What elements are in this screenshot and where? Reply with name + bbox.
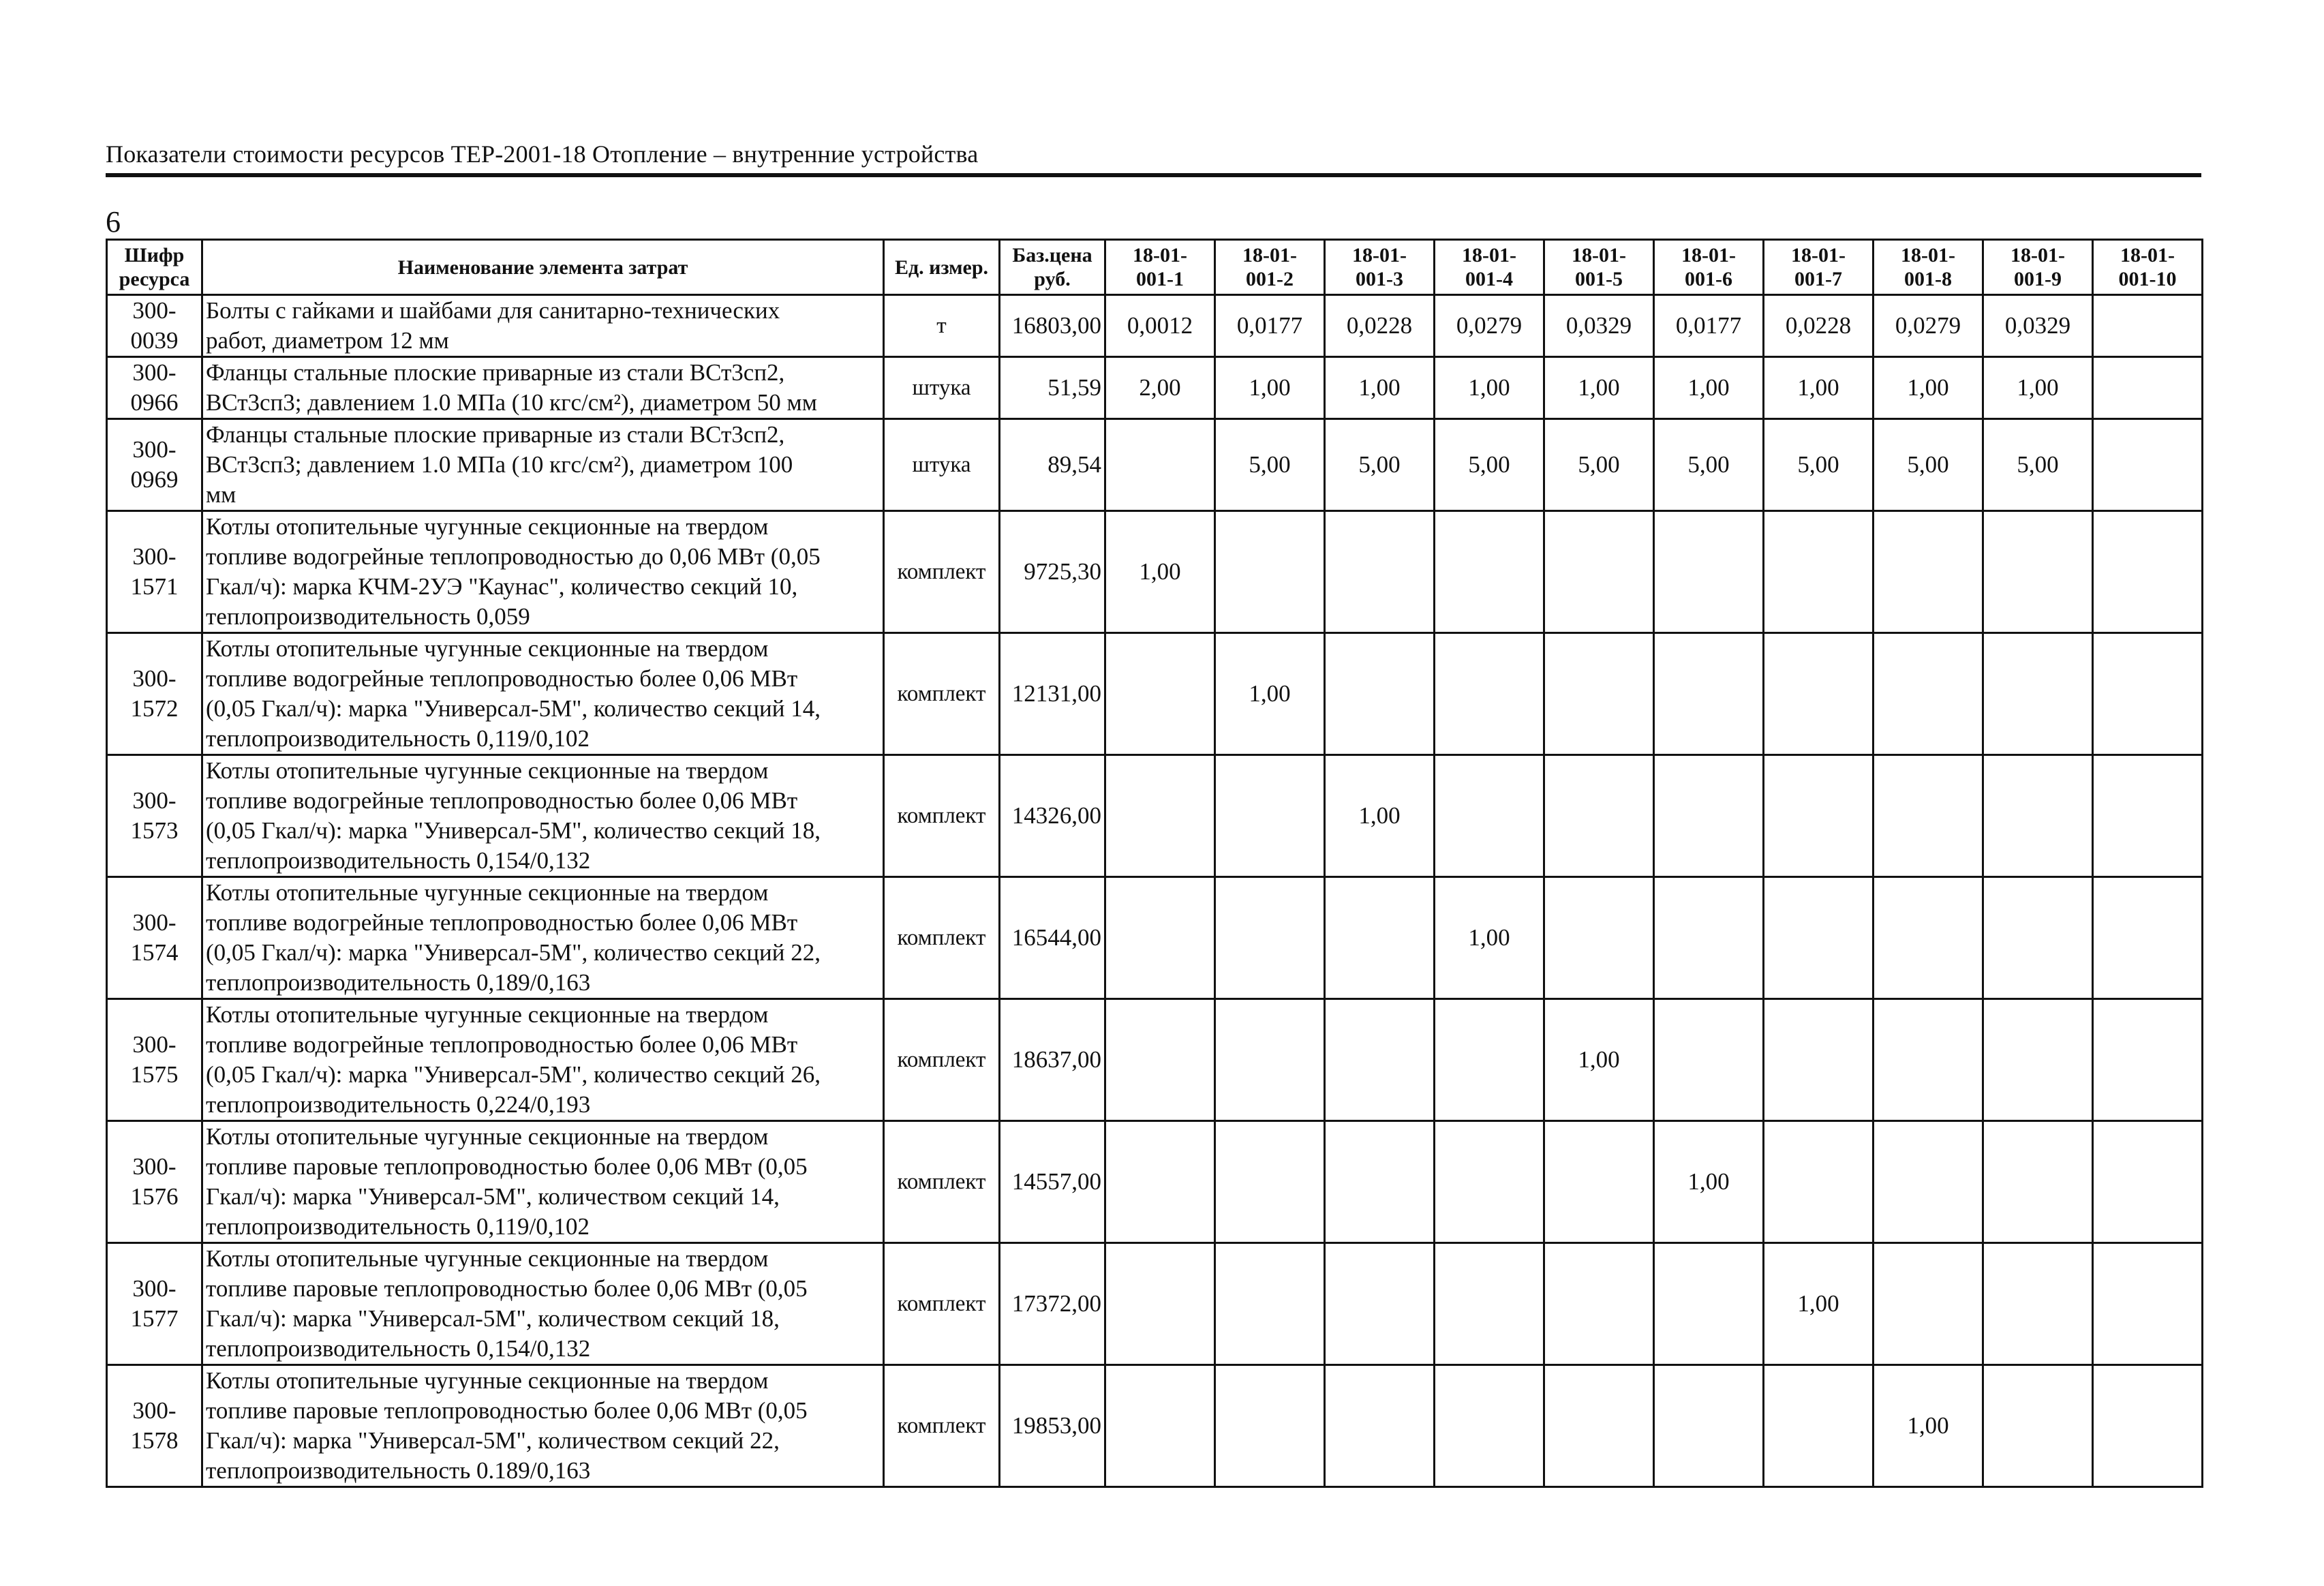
- norm-value-cell: 0,0228: [1325, 295, 1435, 357]
- norm-value-cell: 1,00: [1874, 1365, 1983, 1487]
- resource-name-line: Гкал/ч): марка "Универсал-5М", количеством секций 14,: [206, 1183, 780, 1210]
- column-header-code-line1: Шифр: [124, 244, 185, 266]
- resource-name-line: Котлы отопительные чугунные секционные на твердом: [206, 513, 769, 540]
- column-header-name: Наименование элемента затрат: [202, 240, 884, 295]
- norm-value-cell: 1,00: [1983, 357, 2093, 419]
- base-price-cell: 19853,00: [1000, 1365, 1105, 1487]
- unit-cell: комплект: [884, 999, 1000, 1121]
- norm-value-cell: [1654, 877, 1764, 999]
- resource-code-cell: [107, 877, 202, 999]
- resource-code-line: 300-: [132, 787, 177, 814]
- norm-value-cell: [1105, 633, 1215, 755]
- norm-value-cell: 1,00: [1215, 633, 1325, 755]
- resource-name-line: (0,05 Гкал/ч): марка "Универсал-5М", количество секций 14,: [206, 695, 821, 722]
- base-price-cell: 16544,00: [1000, 877, 1105, 999]
- norm-value-cell: [1874, 1121, 1983, 1243]
- column-header-norm: [1764, 240, 1874, 295]
- norm-value-cell: 1,00: [1325, 357, 1435, 419]
- unit-cell: т: [884, 295, 1000, 357]
- column-header-norm: [2093, 240, 2203, 295]
- norm-value-cell: 5,00: [1874, 419, 1983, 511]
- resource-name-line: (0,05 Гкал/ч): марка "Универсал-5М", количество секций 26,: [206, 1061, 821, 1088]
- resource-name-line: топливе водогрейные теплопроводностью более 0,06 МВт: [206, 909, 798, 936]
- table-row: [107, 633, 2203, 755]
- norm-value-cell: [1325, 511, 1435, 633]
- resource-name-line: теплопроизводительность 0,189/0,163: [206, 969, 591, 996]
- resource-name-line: теплопроизводительность 0,154/0,132: [206, 847, 591, 874]
- resource-name-line: ВСт3сп3; давлением 1.0 МПа (10 кгс/см²), диаметром 100: [206, 451, 793, 478]
- base-price-cell: 12131,00: [1000, 633, 1105, 755]
- norm-value-cell: [1215, 877, 1325, 999]
- unit-cell: комплект: [884, 1243, 1000, 1365]
- resource-name-line: теплопроизводительность 0,119/0,102: [206, 725, 590, 752]
- norm-value-cell: 5,00: [1215, 419, 1325, 511]
- column-header-code: [107, 240, 202, 295]
- norm-value-cell: [1764, 999, 1874, 1121]
- column-header-norm-line: 18-01-: [1242, 244, 1297, 266]
- norm-value-cell: [1215, 999, 1325, 1121]
- norm-value-cell: 5,00: [1435, 419, 1544, 511]
- column-header-norm-line: 18-01-: [1352, 244, 1407, 266]
- column-header-norm-line: 18-01-: [2120, 244, 2175, 266]
- norm-value-cell: [1435, 999, 1544, 1121]
- norm-value-cell: [1874, 1243, 1983, 1365]
- resource-code-cell: [107, 1243, 202, 1365]
- norm-value-cell: [1435, 1243, 1544, 1365]
- resource-name-line: теплопроизводительность 0.189/0,163: [206, 1457, 591, 1484]
- column-header-norm-line: 001-1: [1136, 268, 1184, 290]
- base-price-cell: 51,59: [1000, 357, 1105, 419]
- table-row: [107, 1121, 2203, 1243]
- norm-value-cell: [1105, 1121, 1215, 1243]
- norm-value-cell: [1435, 511, 1544, 633]
- unit-cell: комплект: [884, 1365, 1000, 1487]
- resource-name-line: топливе паровые теплопроводностью более 0,06 МВт (0,05: [206, 1275, 808, 1302]
- unit-cell: комплект: [884, 633, 1000, 755]
- norm-value-cell: [1435, 633, 1544, 755]
- unit-cell: комплект: [884, 1121, 1000, 1243]
- resource-code-cell: [107, 295, 202, 357]
- norm-value-cell: 5,00: [1544, 419, 1654, 511]
- norm-value-cell: 1,00: [1435, 877, 1544, 999]
- resource-name-cell: [202, 999, 884, 1121]
- column-header-norm: [1435, 240, 1544, 295]
- resource-code-line: 300-: [132, 297, 177, 324]
- norm-value-cell: 1,00: [1764, 1243, 1874, 1365]
- resource-name-cell: [202, 357, 884, 419]
- norm-value-cell: [1215, 1121, 1325, 1243]
- unit-cell: комплект: [884, 511, 1000, 633]
- resource-cost-table: [106, 239, 2203, 1488]
- norm-value-cell: [1215, 1243, 1325, 1365]
- resource-name-line: Болты с гайками и шайбами для санитарно-технических: [206, 297, 780, 324]
- norm-value-cell: [2093, 633, 2203, 755]
- column-header-norm-line: 18-01-: [1572, 244, 1626, 266]
- resource-name-cell: [202, 419, 884, 511]
- resource-name-cell: [202, 1365, 884, 1487]
- norm-value-cell: [1654, 999, 1764, 1121]
- norm-value-cell: [1105, 1365, 1215, 1487]
- column-header-norm-line: 001-2: [1246, 268, 1294, 290]
- base-price-cell: 9725,30: [1000, 511, 1105, 633]
- resource-code-line: 1573: [130, 817, 179, 844]
- resource-code-cell: [107, 633, 202, 755]
- column-header-norm-line: 001-9: [2014, 268, 2062, 290]
- header-rule: [106, 173, 2201, 177]
- resource-code-line: 300-: [132, 436, 177, 463]
- norm-value-cell: 5,00: [1983, 419, 2093, 511]
- resource-name-line: топливе водогрейные теплопроводностью до 0,06 МВт (0,05: [206, 543, 821, 570]
- resource-code-cell: [107, 419, 202, 511]
- resource-code-cell: [107, 1365, 202, 1487]
- column-header-norm: [1544, 240, 1654, 295]
- norm-value-cell: 0,0329: [1983, 295, 2093, 357]
- resource-name-cell: [202, 755, 884, 877]
- norm-value-cell: [2093, 357, 2203, 419]
- table-row: [107, 755, 2203, 877]
- resource-name-line: топливе паровые теплопроводностью более 0,06 МВт (0,05: [206, 1153, 808, 1180]
- unit-cell: штука: [884, 419, 1000, 511]
- norm-value-cell: [1983, 511, 2093, 633]
- column-header-unit: Ед. измер.: [884, 240, 1000, 295]
- resource-code-line: 1578: [130, 1427, 179, 1454]
- resource-name-line: работ, диаметром 12 мм: [206, 327, 449, 354]
- norm-value-cell: 1,00: [1654, 1121, 1764, 1243]
- resource-name-line: Котлы отопительные чугунные секционные на твердом: [206, 879, 769, 906]
- resource-code-cell: [107, 511, 202, 633]
- table-row: [107, 419, 2203, 511]
- norm-value-cell: [2093, 295, 2203, 357]
- resource-code-cell: [107, 999, 202, 1121]
- norm-value-cell: [2093, 999, 2203, 1121]
- resource-code-line: 300-: [132, 1153, 177, 1180]
- column-header-norm: [1325, 240, 1435, 295]
- norm-value-cell: [2093, 877, 2203, 999]
- column-header-price-line1: Баз.цена: [1012, 244, 1092, 266]
- norm-value-cell: [1544, 1365, 1654, 1487]
- norm-value-cell: 1,00: [1215, 357, 1325, 419]
- norm-value-cell: 0,0329: [1544, 295, 1654, 357]
- column-header-code-line2: ресурса: [119, 268, 190, 290]
- table-row: [107, 1243, 2203, 1365]
- norm-value-cell: [1544, 1243, 1654, 1365]
- column-header-norm-line: 001-7: [1794, 268, 1842, 290]
- resource-name-line: Котлы отопительные чугунные секционные на твердом: [206, 1245, 769, 1272]
- norm-value-cell: [1325, 877, 1435, 999]
- resource-name-line: (0,05 Гкал/ч): марка "Универсал-5М", количество секций 22,: [206, 939, 821, 966]
- norm-value-cell: [1983, 999, 2093, 1121]
- resource-name-line: теплопроизводительность 0,059: [206, 603, 530, 630]
- resource-name-line: Котлы отопительные чугунные секционные на твердом: [206, 1123, 769, 1150]
- resource-name-line: ВСт3сп3; давлением 1.0 МПа (10 кгс/см²), диаметром 50 мм: [206, 389, 817, 416]
- norm-value-cell: [1874, 633, 1983, 755]
- resource-name-line: Гкал/ч): марка "Универсал-5М", количеством секций 22,: [206, 1427, 780, 1454]
- resource-code-line: 1572: [130, 695, 179, 722]
- resource-name-line: Котлы отопительные чугунные секционные на твердом: [206, 1367, 769, 1394]
- norm-value-cell: [1544, 633, 1654, 755]
- norm-value-cell: [1874, 511, 1983, 633]
- norm-value-cell: 0,0177: [1654, 295, 1764, 357]
- norm-value-cell: [1325, 1365, 1435, 1487]
- norm-value-cell: [1764, 1365, 1874, 1487]
- norm-value-cell: 1,00: [1435, 357, 1544, 419]
- unit-cell: штука: [884, 357, 1000, 419]
- resource-name-line: Гкал/ч): марка "Универсал-5М", количеством секций 18,: [206, 1305, 780, 1332]
- norm-value-cell: [1325, 633, 1435, 755]
- norm-value-cell: 1,00: [1874, 357, 1983, 419]
- norm-value-cell: [1435, 1121, 1544, 1243]
- norm-value-cell: [1874, 999, 1983, 1121]
- norm-value-cell: 1,00: [1654, 357, 1764, 419]
- norm-value-cell: [1105, 877, 1215, 999]
- norm-value-cell: [1215, 755, 1325, 877]
- norm-value-cell: [1764, 877, 1874, 999]
- resource-code-cell: [107, 1121, 202, 1243]
- resource-code-line: 1575: [130, 1061, 179, 1088]
- norm-value-cell: 5,00: [1654, 419, 1764, 511]
- column-header-price: [1000, 240, 1105, 295]
- resource-name-line: топливе водогрейные теплопроводностью более 0,06 МВт: [206, 787, 798, 814]
- resource-code-cell: [107, 755, 202, 877]
- resource-name-line: топливе водогрейные теплопроводностью более 0,06 МВт: [206, 665, 798, 692]
- norm-value-cell: [1325, 999, 1435, 1121]
- norm-value-cell: 5,00: [1325, 419, 1435, 511]
- norm-value-cell: [1105, 755, 1215, 877]
- resource-name-line: теплопроизводительность 0,224/0,193: [206, 1091, 591, 1118]
- resource-name-line: топливе водогрейные теплопроводностью более 0,06 МВт: [206, 1031, 798, 1058]
- norm-value-cell: 1,00: [1105, 511, 1215, 633]
- column-header-norm-line: 18-01-: [1462, 244, 1516, 266]
- resource-name-line: топливе паровые теплопроводностью более 0,06 МВт (0,05: [206, 1397, 808, 1424]
- norm-value-cell: [1983, 1121, 2093, 1243]
- base-price-cell: 14326,00: [1000, 755, 1105, 877]
- resource-code-line: 0039: [130, 327, 179, 354]
- resource-code-line: 300-: [132, 1031, 177, 1058]
- norm-value-cell: [1764, 755, 1874, 877]
- column-header-norm: [1105, 240, 1215, 295]
- column-header-norm-line: 18-01-: [1681, 244, 1736, 266]
- norm-value-cell: [2093, 755, 2203, 877]
- page-header: Показатели стоимости ресурсов ТЕР-2001-18 Отопление – внутренние устройства: [106, 140, 979, 168]
- norm-value-cell: [1215, 1365, 1325, 1487]
- resource-code-line: 300-: [132, 909, 177, 936]
- norm-value-cell: [1764, 1121, 1874, 1243]
- column-header-norm: [1874, 240, 1983, 295]
- resource-code-line: 0966: [130, 389, 179, 416]
- norm-value-cell: [1105, 419, 1215, 511]
- resource-code-line: 0969: [130, 466, 179, 493]
- base-price-cell: 18637,00: [1000, 999, 1105, 1121]
- resource-code-cell: [107, 357, 202, 419]
- norm-value-cell: [1983, 877, 2093, 999]
- resource-name-line: Котлы отопительные чугунные секционные на твердом: [206, 757, 769, 784]
- norm-value-cell: [2093, 1243, 2203, 1365]
- norm-value-cell: 0,0228: [1764, 295, 1874, 357]
- norm-value-cell: [2093, 1365, 2203, 1487]
- resource-name-cell: [202, 877, 884, 999]
- norm-value-cell: [1874, 755, 1983, 877]
- column-header-norm-line: 18-01-: [2010, 244, 2065, 266]
- norm-value-cell: [2093, 1121, 2203, 1243]
- resource-code-line: 300-: [132, 1397, 177, 1424]
- norm-value-cell: [1325, 1243, 1435, 1365]
- resource-name-line: Фланцы стальные плоские приварные из стали ВСт3сп2,: [206, 421, 785, 448]
- norm-value-cell: [1983, 1365, 2093, 1487]
- resource-code-line: 1571: [130, 573, 179, 600]
- norm-value-cell: [2093, 419, 2203, 511]
- norm-value-cell: [2093, 511, 2203, 633]
- norm-value-cell: [1654, 1243, 1764, 1365]
- column-header-price-line2: руб.: [1034, 268, 1071, 290]
- norm-value-cell: [1435, 755, 1544, 877]
- base-price-cell: 89,54: [1000, 419, 1105, 511]
- column-header-norm: [1215, 240, 1325, 295]
- norm-value-cell: [1215, 511, 1325, 633]
- norm-value-cell: [1764, 633, 1874, 755]
- norm-value-cell: 1,00: [1764, 357, 1874, 419]
- column-header-norm: [1654, 240, 1764, 295]
- column-header-norm-line: 18-01-: [1133, 244, 1187, 266]
- column-header-norm-line: 18-01-: [1791, 244, 1846, 266]
- resource-code-line: 1574: [130, 939, 179, 966]
- resource-name-line: теплопроизводительность 0,119/0,102: [206, 1213, 590, 1240]
- resource-name-cell: [202, 511, 884, 633]
- table-row: [107, 1365, 2203, 1487]
- norm-value-cell: [1983, 633, 2093, 755]
- column-header-norm-line: 001-8: [1904, 268, 1952, 290]
- norm-value-cell: 0,0012: [1105, 295, 1215, 357]
- norm-value-cell: 1,00: [1325, 755, 1435, 877]
- norm-value-cell: [1764, 511, 1874, 633]
- norm-value-cell: [1544, 877, 1654, 999]
- table-header-row: [107, 240, 2203, 295]
- page-number: 6: [106, 205, 121, 239]
- column-header-norm-line: 001-3: [1356, 268, 1403, 290]
- table-body: [107, 295, 2203, 1487]
- unit-cell: комплект: [884, 755, 1000, 877]
- resource-name-line: Котлы отопительные чугунные секционные на твердом: [206, 1001, 769, 1028]
- norm-value-cell: [1544, 1121, 1654, 1243]
- resource-name-cell: [202, 1243, 884, 1365]
- table-row: [107, 999, 2203, 1121]
- norm-value-cell: 0,0279: [1874, 295, 1983, 357]
- resource-name-line: мм: [206, 481, 236, 508]
- norm-value-cell: [1654, 633, 1764, 755]
- resource-code-line: 300-: [132, 543, 177, 570]
- table-row: [107, 357, 2203, 419]
- column-header-norm-line: 001-4: [1465, 268, 1513, 290]
- resource-name-cell: [202, 1121, 884, 1243]
- norm-value-cell: [1983, 1243, 2093, 1365]
- resource-name-cell: [202, 633, 884, 755]
- resource-code-line: 300-: [132, 665, 177, 692]
- norm-value-cell: 1,00: [1544, 357, 1654, 419]
- resource-name-line: Котлы отопительные чугунные секционные на твердом: [206, 635, 769, 662]
- table-row: [107, 295, 2203, 357]
- resource-code-line: 300-: [132, 359, 177, 386]
- norm-value-cell: [1435, 1365, 1544, 1487]
- norm-value-cell: 1,00: [1544, 999, 1654, 1121]
- norm-value-cell: [1105, 1243, 1215, 1365]
- resource-name-line: (0,05 Гкал/ч): марка "Универсал-5М", количество секций 18,: [206, 817, 821, 844]
- norm-value-cell: 0,0177: [1215, 295, 1325, 357]
- norm-value-cell: [1874, 877, 1983, 999]
- norm-value-cell: [1544, 511, 1654, 633]
- unit-cell: комплект: [884, 877, 1000, 999]
- table-row: [107, 511, 2203, 633]
- base-price-cell: 16803,00: [1000, 295, 1105, 357]
- column-header-norm-line: 001-6: [1685, 268, 1732, 290]
- norm-value-cell: 0,0279: [1435, 295, 1544, 357]
- resource-name-line: Фланцы стальные плоские приварные из стали ВСт3сп2,: [206, 359, 785, 386]
- norm-value-cell: [1654, 1365, 1764, 1487]
- base-price-cell: 17372,00: [1000, 1243, 1105, 1365]
- table-row: [107, 877, 2203, 999]
- resource-code-line: 1577: [130, 1305, 179, 1332]
- norm-value-cell: 5,00: [1764, 419, 1874, 511]
- base-price-cell: 14557,00: [1000, 1121, 1105, 1243]
- norm-value-cell: [1544, 755, 1654, 877]
- norm-value-cell: [1654, 511, 1764, 633]
- norm-value-cell: 2,00: [1105, 357, 1215, 419]
- column-header-norm-line: 18-01-: [1901, 244, 1955, 266]
- column-header-norm-line: 001-5: [1575, 268, 1623, 290]
- norm-value-cell: [1983, 755, 2093, 877]
- norm-value-cell: [1654, 755, 1764, 877]
- norm-value-cell: [1325, 1121, 1435, 1243]
- norm-value-cell: [1105, 999, 1215, 1121]
- resource-name-cell: [202, 295, 884, 357]
- column-header-norm-line: 001-10: [2118, 268, 2177, 290]
- resource-name-line: теплопроизводительность 0,154/0,132: [206, 1335, 591, 1362]
- resource-code-line: 1576: [130, 1183, 179, 1210]
- resource-code-line: 300-: [132, 1275, 177, 1302]
- resource-name-line: Гкал/ч): марка КЧМ-2УЭ "Каунас", количество секций 10,: [206, 573, 798, 600]
- column-header-norm: [1983, 240, 2093, 295]
